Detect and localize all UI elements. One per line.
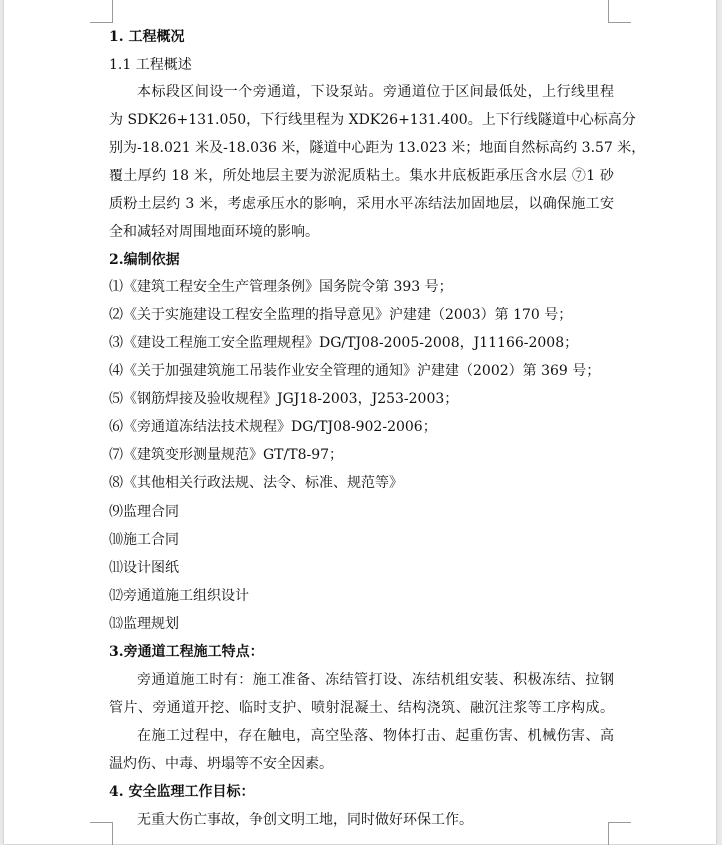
list-item: ⑻《其他相关行政法规、法令、标准、规范等》 <box>109 475 403 491</box>
list-item: ⑺《建筑变形测量规范》GT/T8-97； <box>109 447 344 463</box>
paragraph-line: 质粉土层约 3 米，考虑承压水的影响，采用水平冻结法加固地层，以确保施工安 <box>109 196 614 212</box>
paragraph-line: 温灼伤、中毒、坍塌等不安全因素。 <box>109 756 333 772</box>
page-corner-mark <box>608 822 631 845</box>
paragraph-line: 管片、旁通道开挖、临时支护、喷射混凝土、结构浇筑、融沉注浆等工序构成。 <box>109 700 614 716</box>
list-item: ⑹《旁通道冻结法技术规程》DG/TJ08-902-2006； <box>109 419 437 435</box>
paragraph-line: 为 SDK26+131.050，下行线里程为 XDK26+131.400。上下行线隧道中心标高分 <box>109 112 636 128</box>
list-item: ⑾设计图纸 <box>109 560 179 576</box>
list-item: ⑶《建设工程施工安全监理规程》DG/TJ08-2005-2008，J11166-2008； <box>109 335 579 351</box>
list-item: ⑷《关于加强建筑施工吊装作业安全管理的通知》沪建建（2002）第 369 号； <box>109 363 601 379</box>
list-item: ⒀监理规划 <box>109 616 179 632</box>
section-3-heading: 3.旁通道工程施工特点： <box>109 644 264 660</box>
section-1-1-heading: 1.1 工程概述 <box>109 57 192 73</box>
list-item: ⑵《关于实施建设工程安全监理的指导意见》沪建建（2003）第 170 号； <box>109 307 573 323</box>
section-4-heading: 4. 安全监理工作目标： <box>109 784 255 800</box>
page-corner-mark <box>608 0 631 23</box>
list-item: ⑸《钢筋焊接及验收规程》JGJ18-2003，J253-2003； <box>109 391 459 407</box>
document-page <box>4 0 716 844</box>
section-2-heading: 2.编制依据 <box>109 252 180 268</box>
paragraph-line: 旁通道施工时有：施工准备、冻结管打设、冻结机组安装、积极冻结、拉钢 <box>137 672 614 688</box>
page-corner-mark <box>90 0 113 23</box>
list-item: ⑽施工合同 <box>109 532 179 548</box>
list-item: ⑿旁通道施工组织设计 <box>109 588 249 604</box>
paragraph-line: 全和减轻对周围地面环境的影响。 <box>109 224 319 240</box>
paragraph-line: 覆土厚约 18 米，所处地层主要为淤泥质粘土。集水井底板距承压含水层 ⑦1 砂 <box>109 168 614 184</box>
list-item: ⑼监理合同 <box>109 504 179 520</box>
paragraph-line: 本标段区间设一个旁通道，下设泵站。旁通道位于区间最低处，上行线里程 <box>137 84 614 100</box>
paragraph-line: 无重大伤亡事故，争创文明工地，同时做好环保工作。 <box>137 812 473 828</box>
page-corner-mark <box>90 822 113 845</box>
list-item: ⑴《建筑工程安全生产管理条例》国务院令第 393 号； <box>109 279 453 295</box>
paragraph-line: 在施工过程中，存在触电，高空坠落、物体打击、起重伤害、机械伤害、高 <box>137 728 614 744</box>
paragraph-line: 别为-18.021 米及-18.036 米，隧道中心距为 13.023 米；地面自然标高约 3.57 米， <box>109 140 646 156</box>
section-1-heading: 1. 工程概况 <box>109 29 185 45</box>
